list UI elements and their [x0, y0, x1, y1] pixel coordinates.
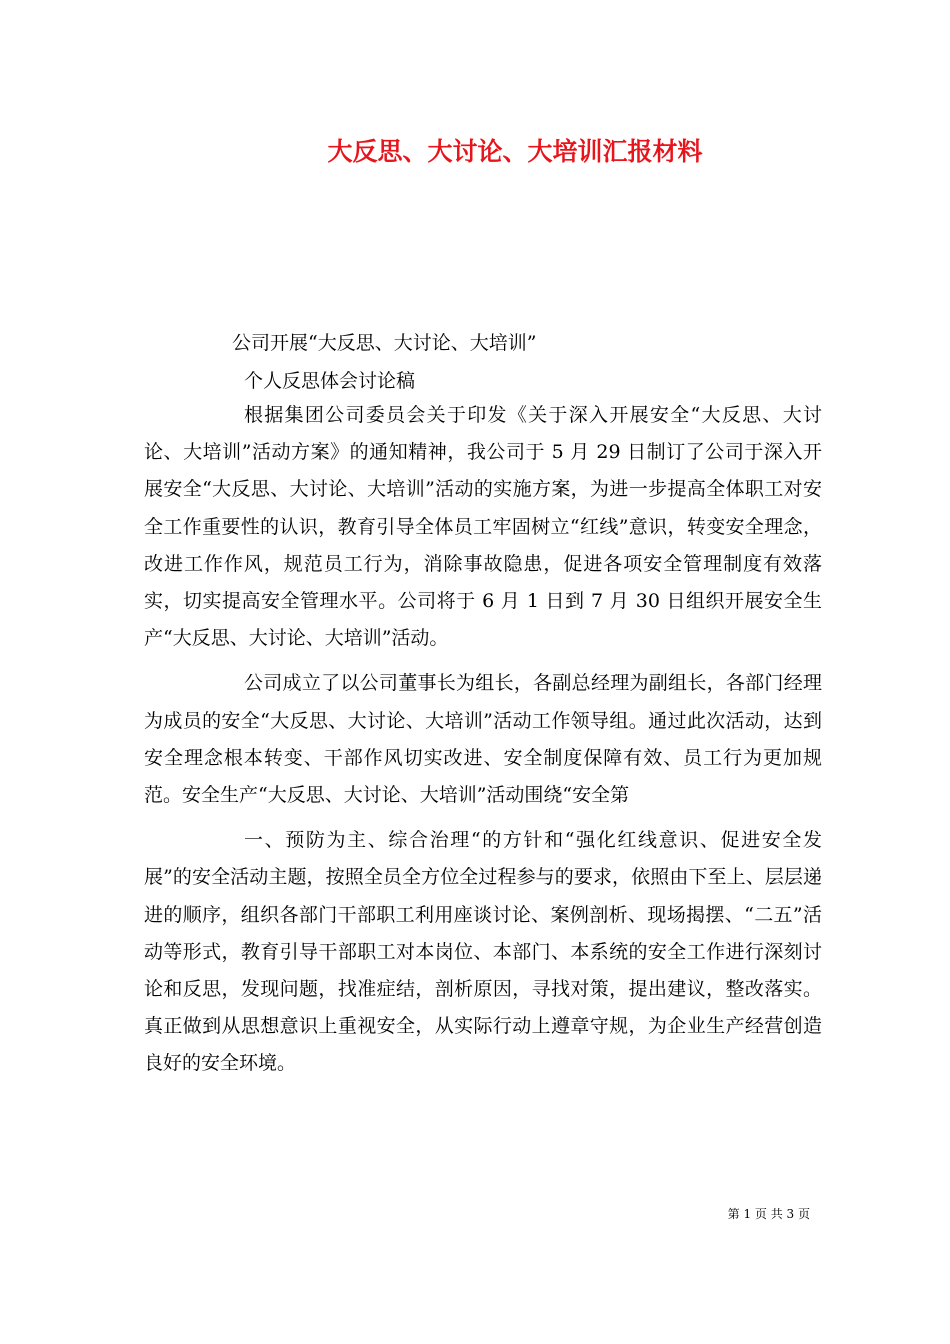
document-title: 大反思、大讨论、大培训汇报材料 — [327, 137, 703, 166]
page-footer: 第 1 页 共 3 页 — [727, 1207, 810, 1221]
subtitle-line-1: 公司开展“大反思、大讨论、大培训” — [232, 332, 537, 354]
document-body — [144, 397, 822, 1091]
paragraph-3: 一、预防为主、综合治理“的方针和“强化红线意识、促进安全发展”的安全活动主题，按照全员全方位全过程参与的要求，依照由下至上、层层递进的顺序，组织各部门干部职工利用座谈讨论、案例剖析、现场揭摆、“二五”活动等形式，教育引导干部职工对本岗位、本部门、本系统的安全工作进行深刻讨论和反思，发现问题，找准症结，剖析原因，寻找对策，提出建议，整改落实。真正做到从思想意识上重视安全，从实际行动上遵章守规，为企业生产经营创造良好的安全环境。 — [144, 829, 822, 1075]
subtitle-line-2: 个人反思体会讨论稿 — [244, 370, 416, 392]
paragraph-1: 根据集团公司委员会关于印发《关于深入开展安全“大反思、大讨论、大培训”活动方案》的通知精神，我公司于 5 月 29 日制订了公司于深入开展安全“大反思、大讨论、大培训”活动的实施方案，为进一步提高全体职工对安全工作重要性的认识，教育引导全体员工牢固树立“红线”意识，转变安全理念，改进工作作风，规范员工行为，消除事故隐患，促进各项安全管理制度有效落实，切实提高安全管理水平。公司将于 6 月 1 日到 7 月 30 日组织开展安全生产“大反思、大讨论、大培训”活动。 — [144, 404, 822, 650]
paragraph-2: 公司成立了以公司董事长为组长，各副总经理为副组长，各部门经理为成员的安全“大反思、大讨论、大培训”活动工作领导组。通过此次活动，达到安全理念根本转变、干部作风切实改进、安全制度保障有效、员工行为更加规范。安全生产“大反思、大讨论、大培训”活动围绕“安全第 — [144, 672, 822, 807]
